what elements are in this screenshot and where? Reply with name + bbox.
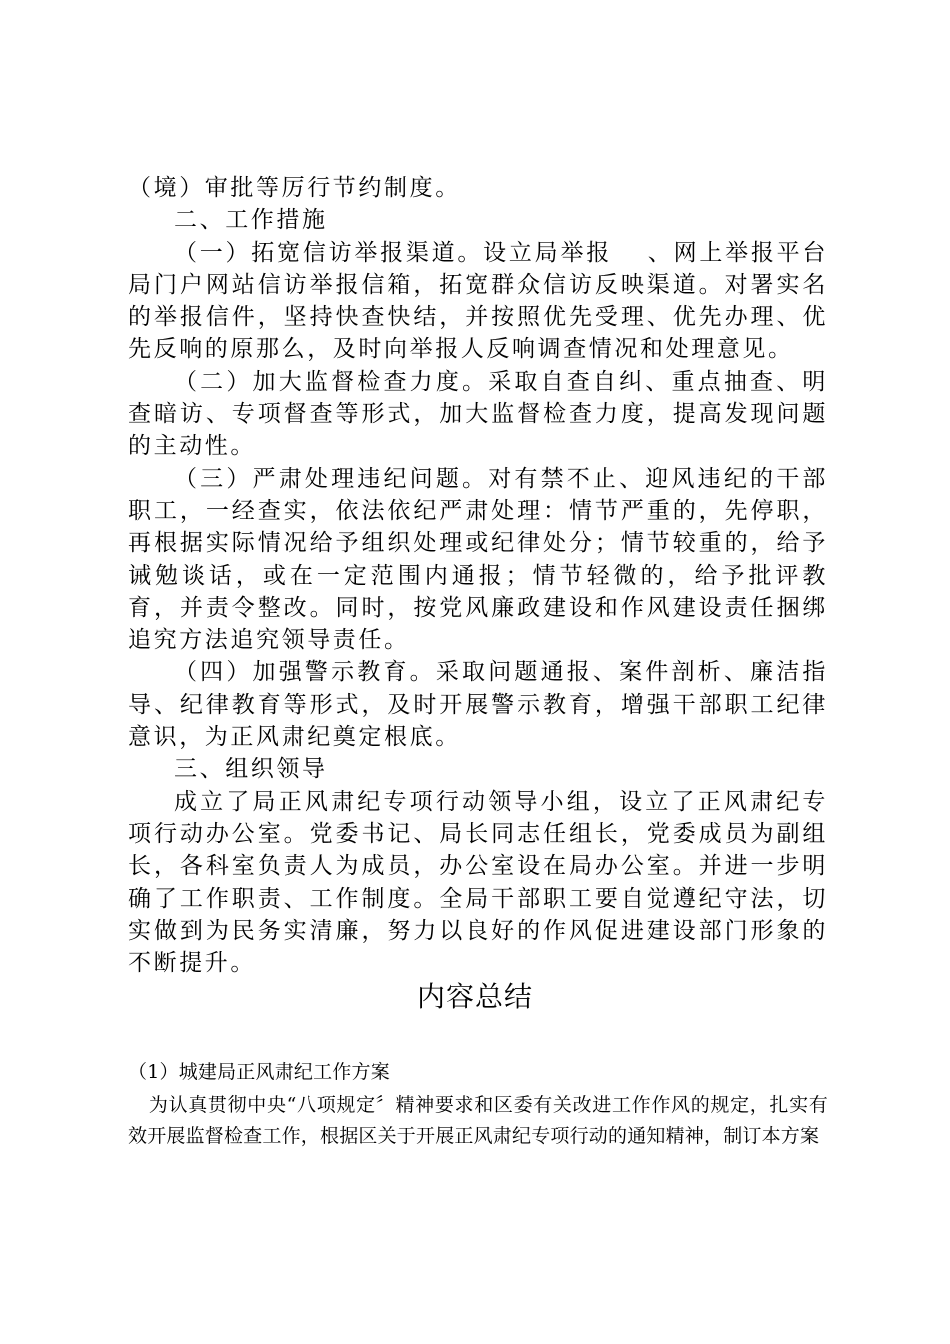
paragraph-measure-4: （四）加强警示教育。采取问题通报、案件剖析、廉洁指导、纪律教育等形式，及时开展警示教育，增强干部职工纪律意识，为正风肃纪奠定根底。 xyxy=(128,659,828,751)
summary-title: 内容总结 xyxy=(416,980,533,1013)
summary-item-body: 为认真贯彻中央“八项规定〞精神要求和区委有关改进工作作风的规定，扎实有效开展监督检查工作，根据区关于开展正风肃纪专项行动的通知精神，制订本方案 xyxy=(128,1093,828,1147)
paragraph-measure-2: （二）加大监督检查力度。采取自查自纠、重点抽查、明查暗访、专项督查等形式，加大监督检查力度，提高发现问题的主动性。 xyxy=(128,368,828,460)
paragraph-measure-3: （三）严肃处理违纪问题。对有禁不止、迎风违纪的干部职工，一经查实，依法依纪严肃处理：情节严重的，先停职，再根据实际情况给予组织处理或纪律处分；情节较重的，给予诫勉谈话，或在一定范围内通报；情节轻微的，给予批评教育，并责令整改。同时，按党风廉政建设和作风建设责任捆绑追究方法追究领导责任。 xyxy=(128,465,828,654)
paragraph-continuation: （境）审批等厉行节约制度。 xyxy=(128,175,461,201)
summary-section xyxy=(128,1057,828,1153)
summary-item-title: （1）城建局正风肃纪工作方案 xyxy=(128,1061,390,1083)
document-body xyxy=(128,172,828,979)
paragraph-measure-1: （一）拓宽信访举报渠道。设立局举报 、网上举报平台局门户网站信访举报信箱，拓宽群众信访反映渠道。对署实名的举报信件，坚持快查快结，并按照优先受理、优先办理、优先反响的原那么，及时向举报人反响调查情况和处理意见。 xyxy=(128,239,828,363)
paragraph-leadership: 成立了局正风肃纪专项行动领导小组，设立了正风肃纪专项行动办公室。党委书记、局长同志任组长，党委成员为副组长，各科室负责人为成员，办公室设在局办公室。并进一步明确了工作职责、工作制度。全局干部职工要自觉遵纪守法，切实做到为民务实清廉，努力以良好的作风促进建设部门形象的不断提升。 xyxy=(128,788,828,977)
section-heading-measures: 二、工作措施 xyxy=(174,207,328,234)
section-heading-leadership: 三、组织领导 xyxy=(174,756,328,783)
